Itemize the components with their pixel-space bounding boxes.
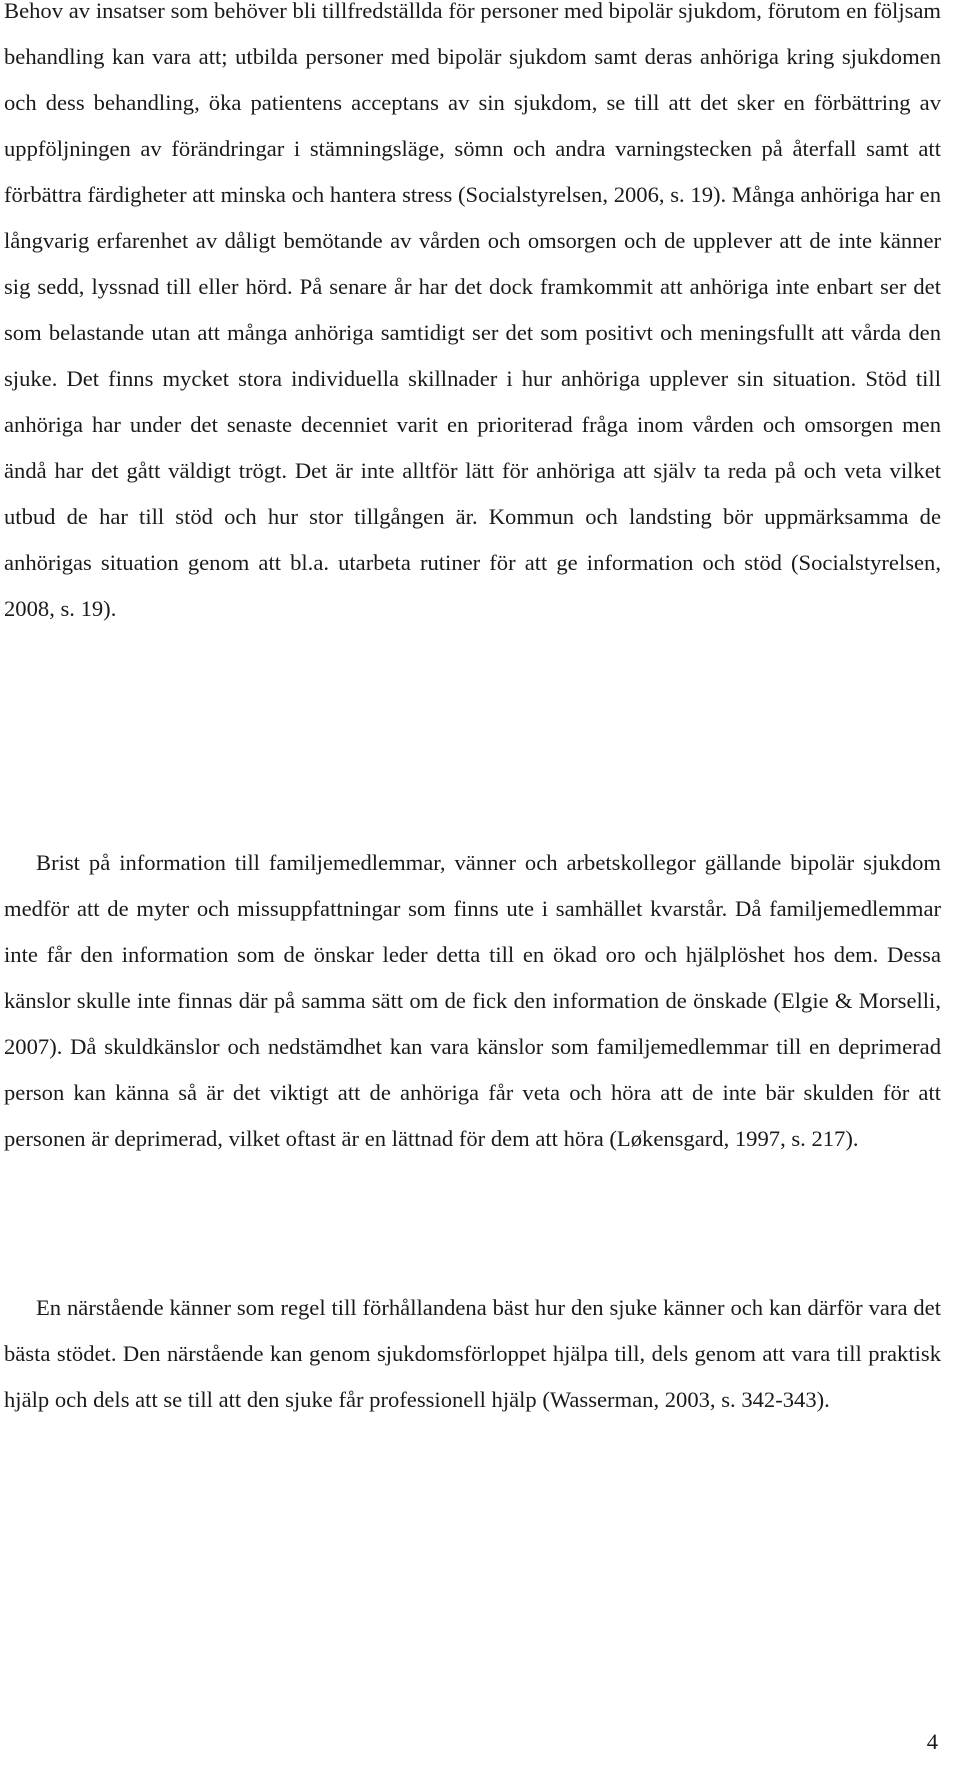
body-paragraph-3: En närstående känner som regel till förhållandena bäst hur den sjuke känner och kan därför vara det bästa stödet. Den närstående kan genom sjukdomsförloppet hjälpa till, dels genom att vara till praktisk hjälp och dels att se till att den sjuke får professionell hjälp (Wasserman, 2003, s. 342-343). (4, 1295, 941, 1412)
body-paragraph-1: Behov av insatser som behöver bli tillfredställda för personer med bipolär sjukdom, förutom en följsam behandling kan vara att; utbilda personer med bipolär sjukdom samt deras anhöriga kring sjukdomen och dess behandling, öka patientens acceptans av sin sjukdom, se till att det sker en förbättring av uppföljningen av förändringar i stämningsläge, sömn och andra varningstecken på återfall samt att förbättra färdigheter att minska och hantera stress (Socialstyrelsen, 2006, s. 19). Många anhöriga har en långvarig erfarenhet av dåligt bemötande av vården och omsorgen och de upplever att de inte känner sig sedd, lyssnad till eller hörd. På senare år har det dock framkommit att anhöriga inte enbart ser det som belastande utan att många anhöriga samtidigt ser det som positivt och meningsfullt att vårda den sjuke. Det finns mycket stora individuella skillnader i hur anhöriga upplever sin situation. Stöd till anhöriga har under det senaste decenniet varit en prioriterad fråga inom vården och omsorgen men ändå har det gått väldigt trögt. Det är inte alltför lätt för anhöriga att själv ta reda på och veta vilket utbud de har till stöd och hur stor tillgången är. Kommun och landsting bör uppmärksamma de anhörigas situation genom att bl.a. utarbeta rutiner för att ge information och stöd (Socialstyrelsen, 2008, s. 19). (4, 0, 941, 621)
body-paragraph-2: Brist på information till familjemedlemmar, vänner och arbetskollegor gällande bipolär sjukdom medför att de myter och missuppfattningar som finns ute i samhället kvarstår. Då familjemedlemmar inte får den information som de önskar leder detta till en ökad oro och hjälplöshet hos dem. Dessa känslor skulle inte finnas där på samma sätt om de fick den information de önskade (Elgie & Morselli, 2007). Då skuldkänslor och nedstämdhet kan vara känslor som familjemedlemmar till en deprimerad person kan känna så är det viktigt att de anhöriga får veta och höra att de inte bär skulden för att personen är deprimerad, vilket oftast är en lättnad för dem att höra (Løkensgard, 1997, s. 217). (4, 850, 941, 1151)
document-page (4, 0, 949, 1767)
page-number: 4 (926, 1729, 938, 1754)
